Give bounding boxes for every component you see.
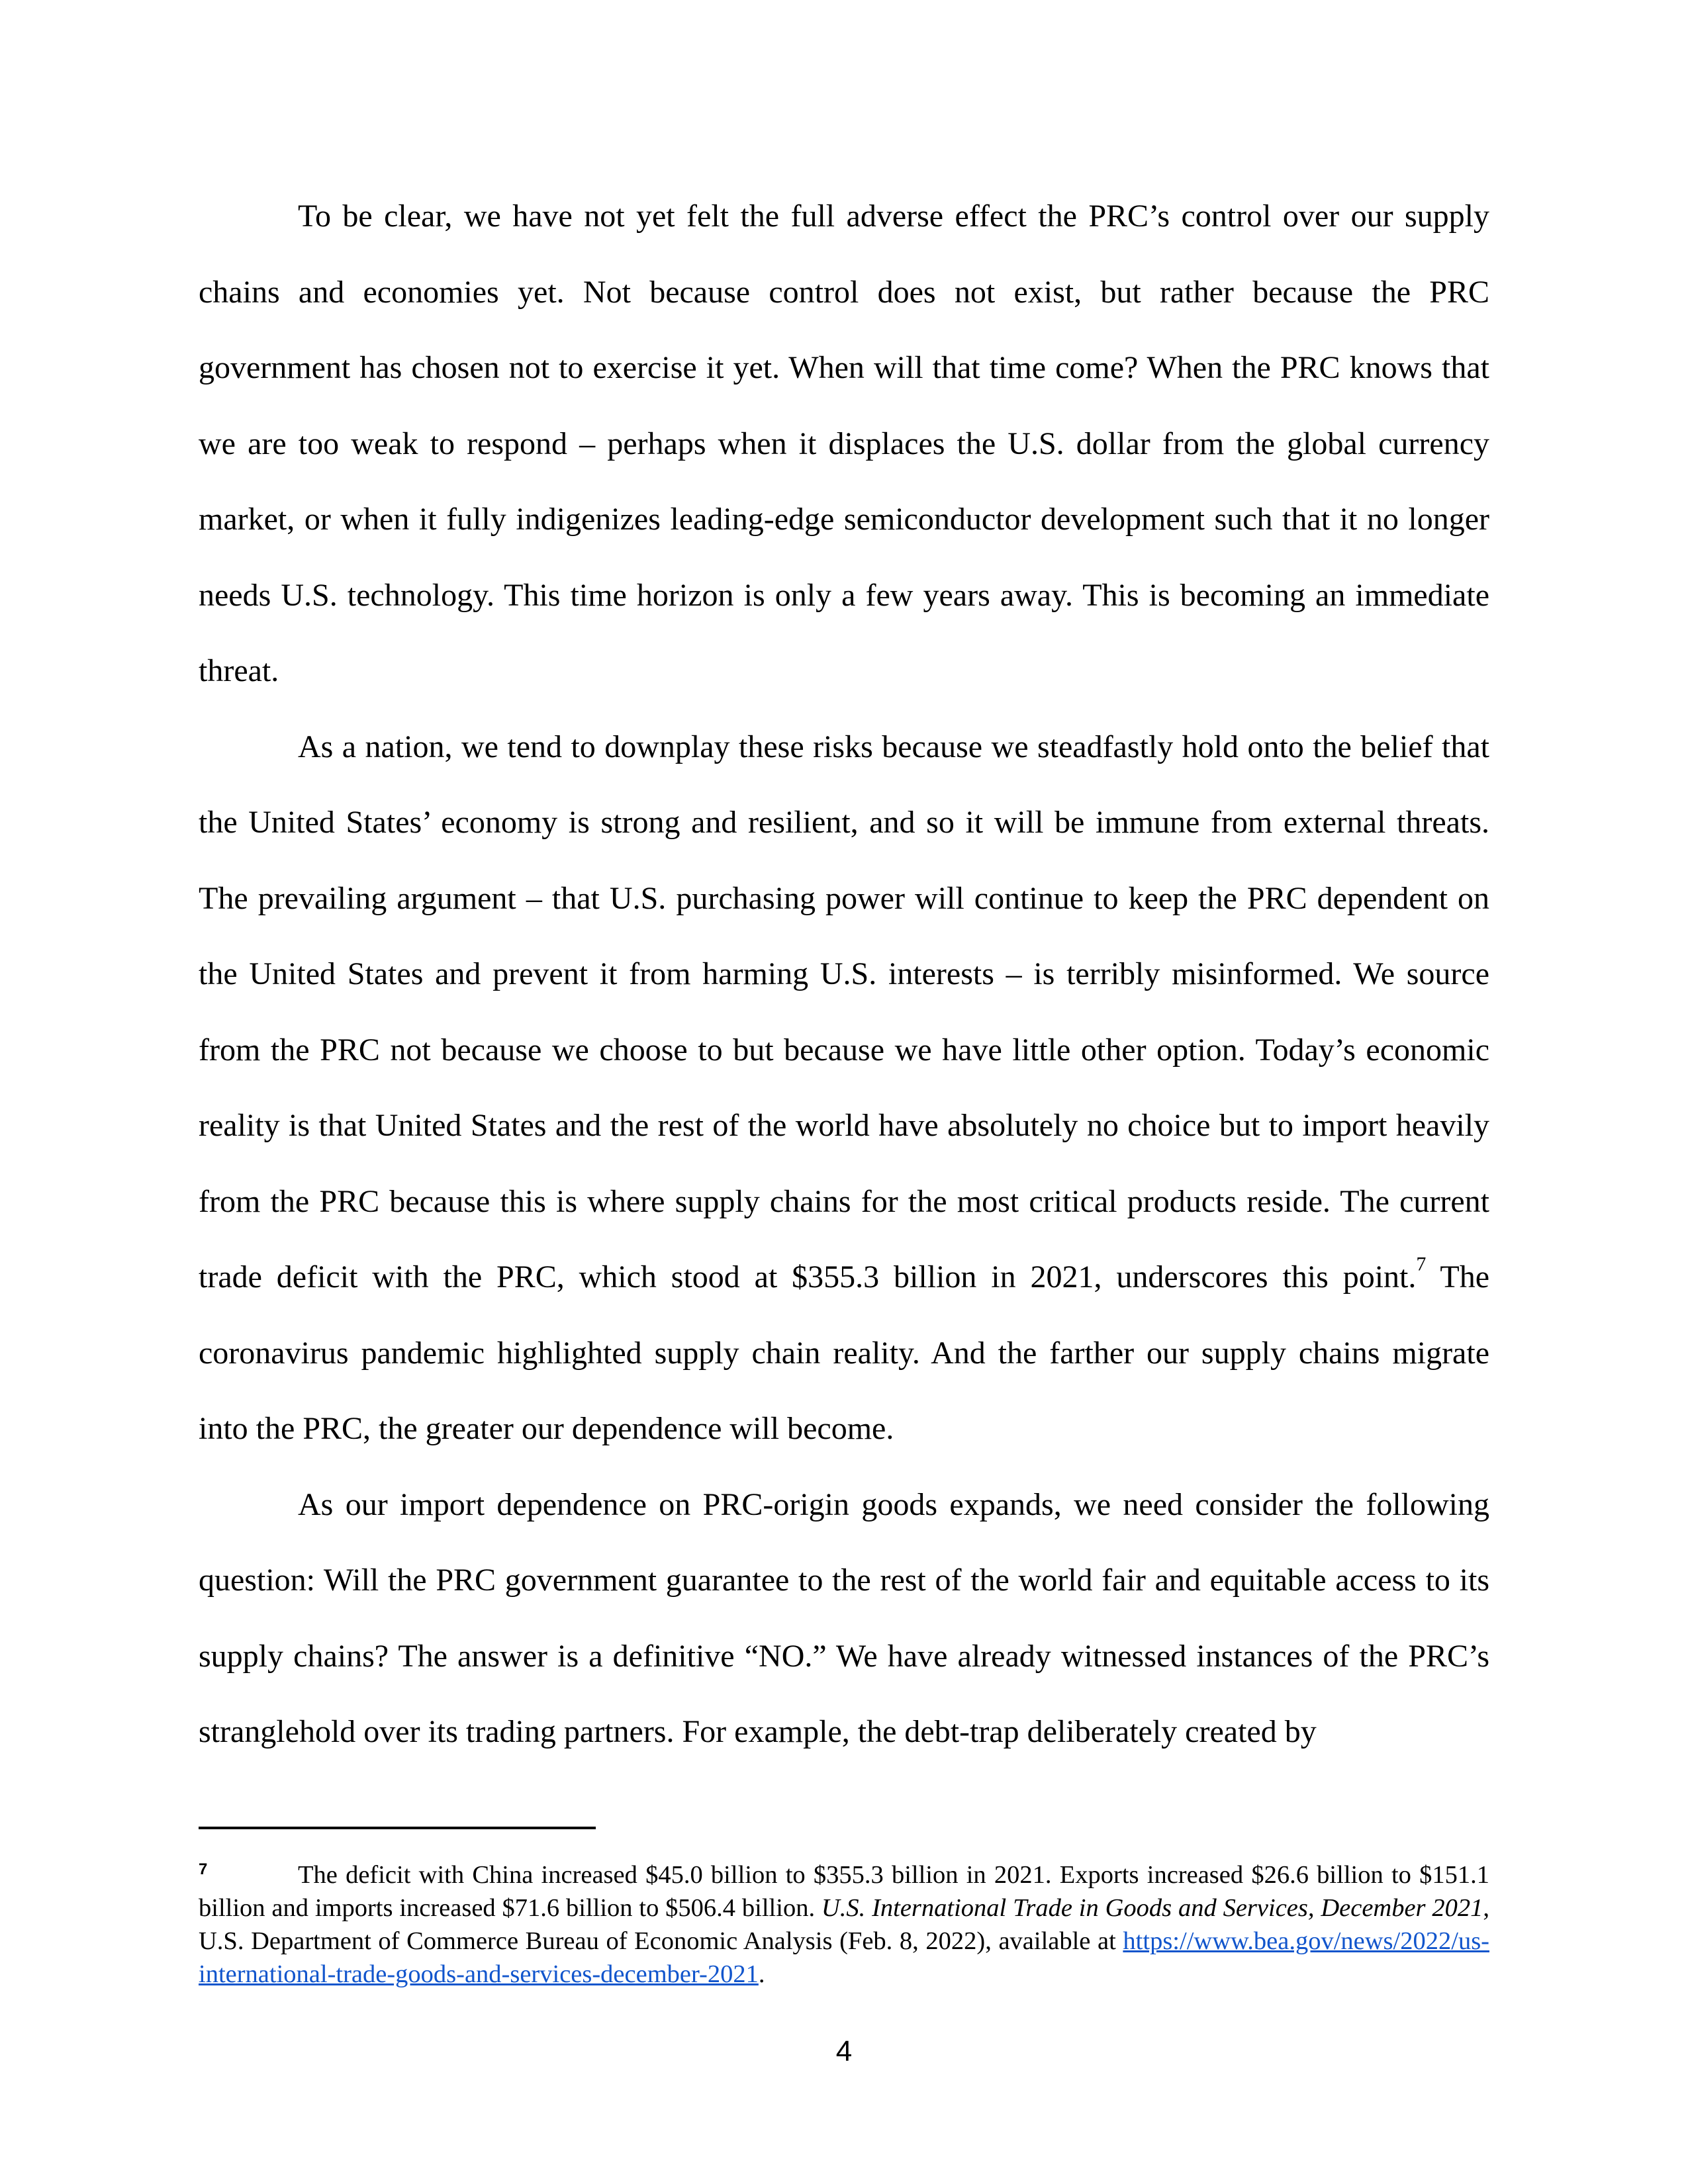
body-text <box>199 179 1489 1770</box>
footnote: 7 The deficit with China increased $45.0 billion to $355.3 billion in 2021. Exports increased $26.6 billion to $151.1 billion and imports increased $71.6 billion to $506.4 billion. U.S. International Trade in Goods and Services, December 2021, U.S. Department of Commerce Bureau of Economic Analysis (Feb. 8, 2022), available at https://www.bea.gov/news/2022/us-international-trade-goods-and-services-december-2021. <box>199 1860 1490 1988</box>
footnote-citation-rest: , U.S. Department of Commerce Bureau of Economic Analysis (Feb. 8, 2022), available at <box>199 1894 1490 1955</box>
footnote-end: . <box>758 1960 765 1988</box>
footnote-separator <box>199 1827 596 1829</box>
footnote-link[interactable]: https://www.bea.gov/news/2022/us-international-trade-goods-and-services-december-2021 <box>199 1927 1489 1988</box>
paragraph-2-text-before-ref: As a nation, we tend to downplay these risks because we steadfastly hold onto the belief that the United States’ economy is strong and resilient, and so it will be immune from external threats. The prevailing argument – that U.S. purchasing power will continue to keep the PRC dependent on the United States and prevent it from harming U.S. interests – is terribly misinformed. We source from the PRC not because we choose to but because we have little other option. Today’s economic reality is that United States and the rest of the world have absolutely no choice but to import heavily from the PRC because this is where supply chains for the most critical products reside. The current trade deficit with the PRC, which stood at $355.3 billion in 2021, underscores this point. <box>199 729 1489 1295</box>
page-number: 4 <box>835 2035 853 2068</box>
paragraph-1: To be clear, we have not yet felt the full adverse effect the PRC’s control over our supply chains and economies yet. Not because control does not exist, but rather because the PRC government has chosen not to exercise it yet. When will that time come? When the PRC knows that we are too weak to respond – perhaps when it displaces the U.S. dollar from the global currency market, or when it fully indigenizes leading-edge semiconductor development such that it no longer needs U.S. technology. This time horizon is only a few years away. This is becoming an immediate threat. <box>199 199 1489 688</box>
footnote-citation-title: U.S. International Trade in Goods and Services, December 2021 <box>821 1894 1483 1922</box>
paragraph-2-text-after-ref: The coronavirus pandemic highlighted supply chain reality. And the farther our supply chains migrate into the PRC, the greater our dependence will become. <box>199 1259 1490 1446</box>
paragraph-3: As our import dependence on PRC-origin goods expands, we need consider the following question: Will the PRC government guarantee to the rest of the world fair and equitable access to its supply chains? The answer is a definitive “NO.” We have already witnessed instances of the PRC’s stranglehold over its trading partners. For example, the debt-trap deliberately created by <box>199 1486 1489 1749</box>
paragraph-2 <box>199 709 1489 1467</box>
footnote-text: The deficit with China increased $45.0 billion to $355.3 billion in 2021. Exports increased $26.6 billion to $151.1 billion and imports increased $71.6 billion to $506.4 billion. <box>199 1861 1489 1922</box>
footnote-reference[interactable]: 7 <box>1416 1253 1427 1275</box>
